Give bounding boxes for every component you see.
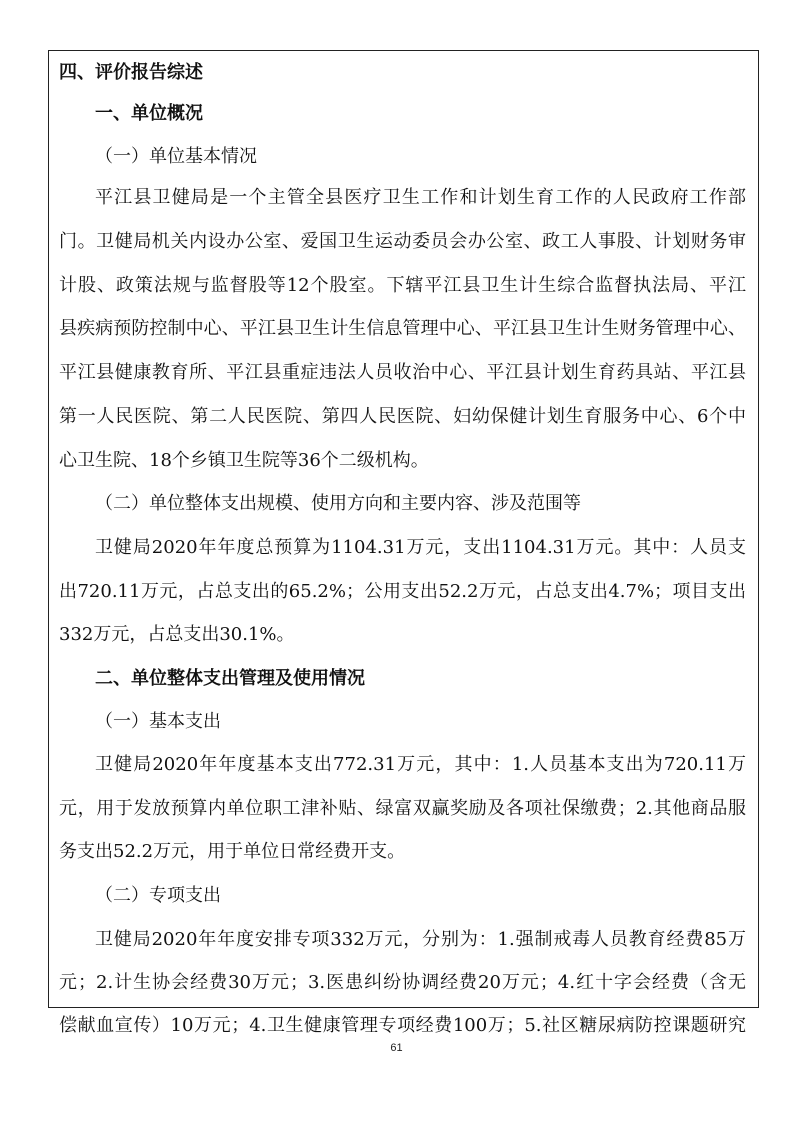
paragraph-line: 县疾病预防控制中心、平江县卫生计生信息管理中心、平江县卫生计生财务管理中心、 xyxy=(59,318,746,339)
paragraph-line: 332万元，占总支出30.1%。 xyxy=(59,624,295,645)
paragraph-line: 务支出52.2万元，用于单位日常经费开支。 xyxy=(59,841,406,862)
paragraph-line: 卫健局2020年年度基本支出772.31万元，其中：1.人员基本支出为720.11万 xyxy=(95,754,746,775)
part1-sub2-heading: （二）单位整体支出规模、使用方向和主要内容、涉及范围等 xyxy=(95,493,581,514)
part2-sub1-heading: （一）基本支出 xyxy=(95,711,221,732)
report-frame xyxy=(48,50,759,1036)
section-heading: 四、评价报告综述 xyxy=(59,62,203,83)
paragraph-line: 元；2.计生协会经费30万元；3.医患纠纷协调经费20万元；4.红十字会经费（含无 xyxy=(59,972,746,993)
paragraph-line: 偿献血宣传）10万元；4.卫生健康管理专项经费100万；5.社区糖尿病防控课题研究 xyxy=(59,1015,746,1036)
part2-sub2-heading: （二）专项支出 xyxy=(95,885,221,906)
paragraph-line: 平江县健康教育所、平江县重症违法人员收治中心、平江县计划生育药具站、平江县 xyxy=(59,362,746,383)
part1-sub1-heading: （一）单位基本情况 xyxy=(95,146,257,167)
page-number: 61 xyxy=(390,1042,403,1054)
paragraph-line: 卫健局2020年年度总预算为1104.31万元，支出1104.31万元。其中：人员支 xyxy=(95,537,746,558)
paragraph-line: 元，用于发放预算内单位职工津补贴、绿富双赢奖励及各项社保缴费；2.其他商品服 xyxy=(59,798,746,819)
paragraph-line: 出720.11万元，占总支出的65.2%；公用支出52.2万元，占总支出4.7%；项目支出 xyxy=(59,581,746,602)
paragraph-line: 第一人民医院、第二人民医院、第四人民医院、妇幼保健计划生育服务中心、6个中 xyxy=(59,406,746,427)
paragraph-line: 卫健局2020年年度安排专项332万元，分别为：1.强制戒毒人员教育经费85万 xyxy=(95,929,746,950)
part1-heading: 一、单位概况 xyxy=(95,103,203,124)
paragraph-line: 平江县卫健局是一个主管全县医疗卫生工作和计划生育工作的人民政府工作部 xyxy=(95,187,746,208)
paragraph-line: 心卫生院、18个乡镇卫生院等36个二级机构。 xyxy=(59,450,429,471)
part2-heading: 二、单位整体支出管理及使用情况 xyxy=(95,668,365,689)
paragraph-line: 门。卫健局机关内设办公室、爱国卫生运动委员会办公室、政工人事股、计划财务审 xyxy=(59,231,746,252)
paragraph-line: 计股、政策法规与监督股等12个股室。下辖平江县卫生计生综合监督执法局、平江 xyxy=(59,275,746,296)
